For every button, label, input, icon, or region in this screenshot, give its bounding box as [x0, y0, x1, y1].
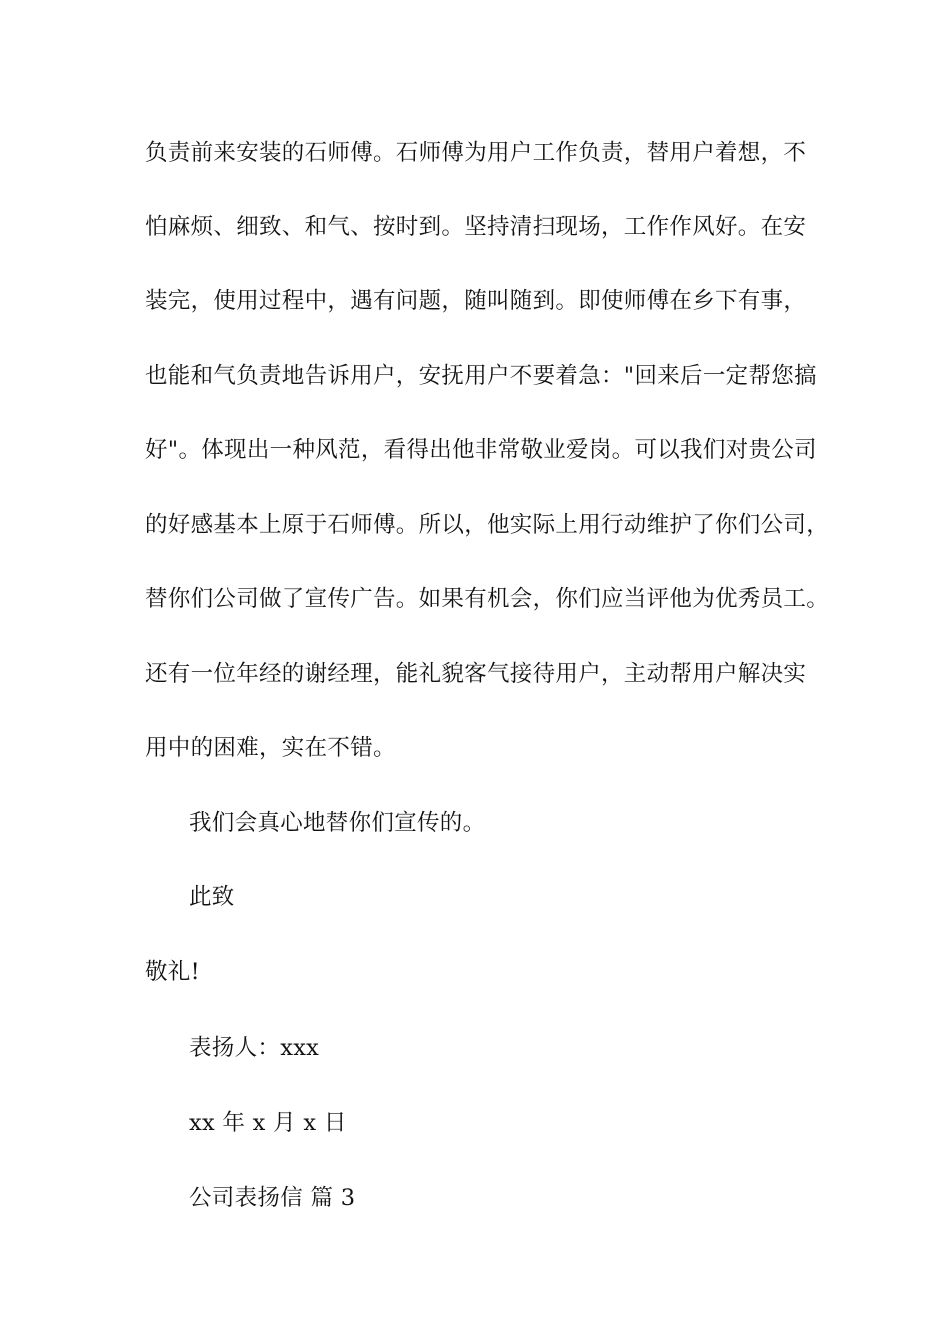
- body-line-7: 替你们公司做了宣传广告。如果有机会，你们应当评他为优秀员工。: [145, 586, 830, 612]
- body-line-6: 的好感基本上原于石师傅。所以，他实际上用行动维护了你们公司，: [145, 512, 830, 538]
- body-line-4: 也能和气负责地告诉用户，安抚用户不要着急："回来后一定帮您搞: [145, 363, 817, 389]
- closing-paragraph: 我们会真心地替你们宣传的。: [189, 810, 486, 836]
- next-section-heading: 公司表扬信 篇 3: [189, 1185, 356, 1211]
- body-line-3: 装完，使用过程中，遇有问题，随叫随到。即使师傅在乡下有事，: [145, 288, 807, 314]
- date-line: xx 年 x 月 x 日: [189, 1110, 347, 1136]
- signer-line: 表扬人：xxx: [189, 1035, 320, 1061]
- body-line-8: 还有一位年经的谢经理，能礼貌客气接待用户，主动帮用户解决实: [145, 661, 807, 687]
- body-line-5: 好"。体现出一种风范，看得出他非常敬业爱岗。可以我们对贵公司: [145, 437, 817, 463]
- salutation-jing-li: 敬礼!: [145, 959, 200, 985]
- body-line-9: 用中的困难，实在不错。: [145, 735, 396, 761]
- body-line-2: 怕麻烦、细致、和气、按时到。坚持清扫现场，工作作风好。在安: [145, 214, 807, 240]
- body-line-1: 负责前来安装的石师傅。石师傅为用户工作负责，替用户着想，不: [145, 140, 807, 166]
- salutation-ci-zhi: 此致: [189, 884, 235, 910]
